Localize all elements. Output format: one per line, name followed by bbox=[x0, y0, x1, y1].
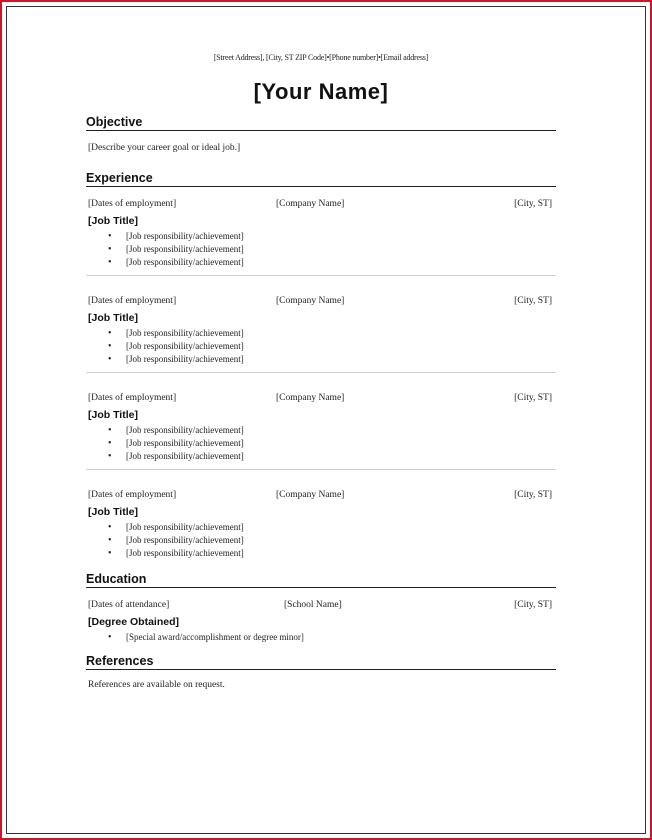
job-divider bbox=[86, 372, 556, 373]
job-divider bbox=[86, 275, 556, 276]
objective-section bbox=[86, 115, 556, 157]
job-divider bbox=[86, 469, 556, 470]
job-dates: [Dates of employment] bbox=[88, 199, 177, 209]
job-bullet: • [Job responsibility/achievement] bbox=[126, 437, 556, 450]
job-bullets bbox=[86, 424, 556, 463]
job-company: [Company Name] bbox=[276, 490, 345, 500]
job-bullets bbox=[86, 327, 556, 366]
job-location: [City, ST] bbox=[514, 199, 552, 209]
experience-section bbox=[86, 171, 556, 568]
resume-document bbox=[86, 48, 556, 690]
resume-name: [Your Name] bbox=[253, 79, 389, 104]
job-bullet: • [Job responsibility/achievement] bbox=[126, 243, 556, 256]
job-dates: [Dates of employment] bbox=[88, 296, 177, 306]
education-bullets bbox=[86, 631, 556, 644]
education-bullet: • [Special award/accomplishment or degree minor] bbox=[126, 631, 556, 644]
job-bullet: • [Job responsibility/achievement] bbox=[126, 534, 556, 547]
job-dates: [Dates of employment] bbox=[88, 393, 177, 403]
job-bullet: • [Job responsibility/achievement] bbox=[126, 547, 556, 560]
job-location: [City, ST] bbox=[514, 393, 552, 403]
job-bullet: • [Job responsibility/achievement] bbox=[126, 521, 556, 534]
job-bullet: • [Job responsibility/achievement] bbox=[126, 256, 556, 269]
education-heading: Education bbox=[86, 572, 556, 588]
objective-text: [Describe your career goal or ideal job.] bbox=[88, 143, 241, 153]
references-section bbox=[86, 654, 556, 690]
job-bullet: • [Job responsibility/achievement] bbox=[126, 230, 556, 243]
job-bullet: • [Job responsibility/achievement] bbox=[126, 353, 556, 366]
job-bullets bbox=[86, 521, 556, 560]
job-bullet: • [Job responsibility/achievement] bbox=[126, 450, 556, 463]
job-entry bbox=[86, 199, 556, 296]
objective-heading: Objective bbox=[86, 115, 556, 131]
education-section bbox=[86, 572, 556, 644]
job-entry bbox=[86, 490, 556, 568]
job-bullets bbox=[86, 230, 556, 269]
job-bullet: • [Job responsibility/achievement] bbox=[126, 340, 556, 353]
degree-title: [Degree Obtained] bbox=[88, 616, 180, 628]
job-bullet: • [Job responsibility/achievement] bbox=[126, 327, 556, 340]
references-heading: References bbox=[86, 654, 556, 670]
experience-heading: Experience bbox=[86, 171, 556, 187]
references-text: References are available on request. bbox=[88, 680, 225, 690]
job-location: [City, ST] bbox=[514, 490, 552, 500]
job-company: [Company Name] bbox=[276, 199, 345, 209]
job-bullet: • [Job responsibility/achievement] bbox=[126, 424, 556, 437]
job-location: [City, ST] bbox=[514, 296, 552, 306]
job-title: [Job Title] bbox=[88, 312, 138, 324]
job-dates: [Dates of employment] bbox=[88, 490, 177, 500]
job-company: [Company Name] bbox=[276, 296, 345, 306]
education-location: [City, ST] bbox=[514, 600, 552, 610]
education-school: [School Name] bbox=[284, 600, 342, 610]
job-company: [Company Name] bbox=[276, 393, 345, 403]
job-title: [Job Title] bbox=[88, 506, 138, 518]
job-entry bbox=[86, 393, 556, 490]
education-dates: [Dates of attendance] bbox=[88, 600, 170, 610]
job-entry bbox=[86, 296, 556, 393]
contact-line: [Street Address], [City, ST ZIP Code]•[Phone number]•[Email address] bbox=[213, 53, 429, 62]
job-title: [Job Title] bbox=[88, 215, 138, 227]
job-title: [Job Title] bbox=[88, 409, 138, 421]
